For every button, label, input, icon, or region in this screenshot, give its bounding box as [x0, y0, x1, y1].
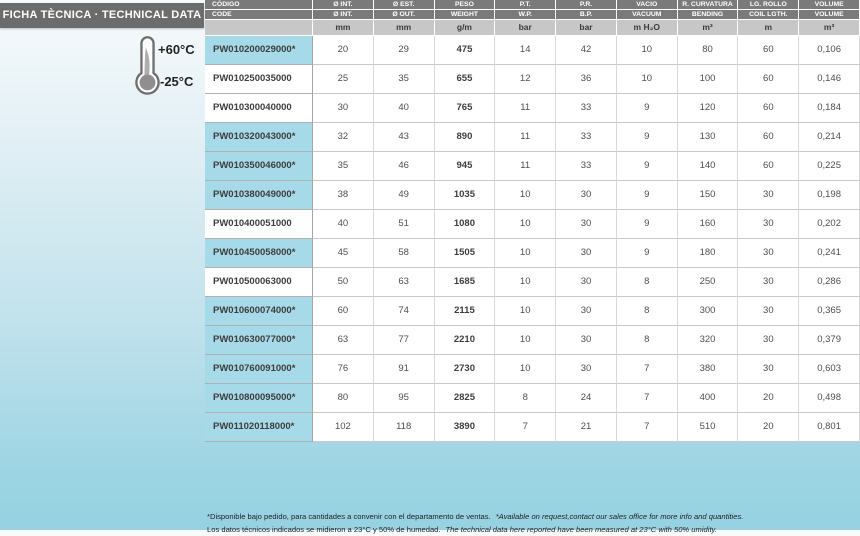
- value-cell: 32: [313, 123, 374, 152]
- table-row: [205, 65, 860, 94]
- value-cell: 0,106: [799, 36, 860, 65]
- value-cell: 0,603: [799, 355, 860, 384]
- value-cell: 2115: [435, 297, 496, 326]
- value-cell: 30: [556, 297, 617, 326]
- footnote-line-1: [207, 511, 855, 524]
- value-cell: 0,214: [799, 123, 860, 152]
- value-cell: 0,225: [799, 152, 860, 181]
- value-cell: 2730: [435, 355, 496, 384]
- value-cell: 102: [313, 413, 374, 442]
- value-cell: 11: [495, 152, 556, 181]
- table-row: [205, 36, 860, 65]
- header-cell: VACIO: [617, 0, 678, 10]
- value-cell: 160: [678, 210, 739, 239]
- header-cell: WEIGHT: [435, 10, 496, 20]
- value-cell: 140: [678, 152, 739, 181]
- value-cell: 10: [495, 268, 556, 297]
- value-cell: 890: [435, 123, 496, 152]
- value-cell: 1685: [435, 268, 496, 297]
- value-cell: 30: [556, 181, 617, 210]
- value-cell: 60: [738, 36, 799, 65]
- code-cell: PW010760091000*: [205, 355, 313, 384]
- value-cell: 0,198: [799, 181, 860, 210]
- value-cell: 250: [678, 268, 739, 297]
- value-cell: 20: [313, 36, 374, 65]
- value-cell: 30: [556, 355, 617, 384]
- value-cell: 8: [495, 384, 556, 413]
- value-cell: 475: [435, 36, 496, 65]
- value-cell: 36: [556, 65, 617, 94]
- value-cell: 33: [556, 94, 617, 123]
- value-cell: 9: [617, 123, 678, 152]
- unit-cell: mm: [313, 20, 374, 36]
- value-cell: 30: [738, 326, 799, 355]
- unit-cell: g/m: [435, 20, 496, 36]
- code-cell: PW010250035000: [205, 65, 313, 94]
- technical-data-table: [205, 0, 860, 442]
- value-cell: 10: [495, 326, 556, 355]
- value-cell: 130: [678, 123, 739, 152]
- value-cell: 30: [738, 239, 799, 268]
- header-cell: CODE: [205, 10, 313, 20]
- value-cell: 76: [313, 355, 374, 384]
- value-cell: 0,801: [799, 413, 860, 442]
- value-cell: 11: [495, 94, 556, 123]
- value-cell: 30: [738, 181, 799, 210]
- value-cell: 63: [313, 326, 374, 355]
- value-cell: 10: [495, 297, 556, 326]
- value-cell: 40: [374, 94, 435, 123]
- unit-cell: bar: [556, 20, 617, 36]
- value-cell: 30: [738, 268, 799, 297]
- value-cell: 0,498: [799, 384, 860, 413]
- footnote-line-2-en: The technical data here reported have been measured at 23°C with 50% umidity.: [446, 525, 717, 534]
- table-row: [205, 413, 860, 442]
- table-header-row-spanish: [205, 0, 860, 10]
- table-row: [205, 326, 860, 355]
- value-cell: 49: [374, 181, 435, 210]
- header-cell: VOLUME: [799, 10, 860, 20]
- header-cell: BENDING: [678, 10, 739, 20]
- value-cell: 655: [435, 65, 496, 94]
- value-cell: 38: [313, 181, 374, 210]
- value-cell: 2825: [435, 384, 496, 413]
- value-cell: 40: [313, 210, 374, 239]
- table-row: [205, 355, 860, 384]
- value-cell: 7: [617, 413, 678, 442]
- header-cell: CÓDIGO: [205, 0, 313, 10]
- header-cell: COIL LGTH.: [738, 10, 799, 20]
- temp-max-label: +60°C: [158, 42, 195, 57]
- unit-cell: bar: [495, 20, 556, 36]
- value-cell: 33: [556, 123, 617, 152]
- code-cell: PW010380049000*: [205, 181, 313, 210]
- value-cell: 91: [374, 355, 435, 384]
- table-row: [205, 152, 860, 181]
- value-cell: 30: [556, 210, 617, 239]
- header-cell: W.P.: [495, 10, 556, 20]
- value-cell: 10: [617, 36, 678, 65]
- header-cell: LG. ROLLO: [738, 0, 799, 10]
- value-cell: 20: [738, 413, 799, 442]
- table-row: [205, 268, 860, 297]
- value-cell: 945: [435, 152, 496, 181]
- code-cell: PW010800095000*: [205, 384, 313, 413]
- value-cell: 120: [678, 94, 739, 123]
- value-cell: 400: [678, 384, 739, 413]
- value-cell: 7: [617, 384, 678, 413]
- value-cell: 300: [678, 297, 739, 326]
- value-cell: 21: [556, 413, 617, 442]
- table-row: [205, 181, 860, 210]
- table-row: [205, 384, 860, 413]
- value-cell: 10: [495, 181, 556, 210]
- value-cell: 7: [617, 355, 678, 384]
- unit-cell: m³: [799, 20, 860, 36]
- temp-min-label: -25°C: [160, 74, 193, 89]
- value-cell: 30: [556, 239, 617, 268]
- value-cell: 20: [738, 384, 799, 413]
- value-cell: 8: [617, 326, 678, 355]
- value-cell: 30: [313, 94, 374, 123]
- header-cell: VACUUM: [617, 10, 678, 20]
- value-cell: 9: [617, 181, 678, 210]
- header-cell: Ø INT.: [313, 10, 374, 20]
- code-cell: PW011020118000*: [205, 413, 313, 442]
- unit-cell: mm: [374, 20, 435, 36]
- value-cell: 60: [738, 94, 799, 123]
- value-cell: 9: [617, 94, 678, 123]
- value-cell: 0,365: [799, 297, 860, 326]
- value-cell: 10: [495, 210, 556, 239]
- header-cell: PESO: [435, 0, 496, 10]
- value-cell: 2210: [435, 326, 496, 355]
- code-cell: PW010400051000: [205, 210, 313, 239]
- value-cell: 0,202: [799, 210, 860, 239]
- value-cell: 380: [678, 355, 739, 384]
- table-row: [205, 239, 860, 268]
- header-cell: B.P.: [556, 10, 617, 20]
- value-cell: 0,184: [799, 94, 860, 123]
- value-cell: 58: [374, 239, 435, 268]
- value-cell: 510: [678, 413, 739, 442]
- header-cell: Ø OUT.: [374, 10, 435, 20]
- value-cell: 9: [617, 152, 678, 181]
- value-cell: 1080: [435, 210, 496, 239]
- value-cell: 35: [374, 65, 435, 94]
- table-units-row: [205, 20, 860, 36]
- value-cell: 51: [374, 210, 435, 239]
- value-cell: 150: [678, 181, 739, 210]
- value-cell: 43: [374, 123, 435, 152]
- value-cell: 0,146: [799, 65, 860, 94]
- value-cell: 1505: [435, 239, 496, 268]
- unit-cell: m H₂O: [617, 20, 678, 36]
- value-cell: 0,286: [799, 268, 860, 297]
- value-cell: 0,241: [799, 239, 860, 268]
- value-cell: 30: [556, 326, 617, 355]
- value-cell: 1035: [435, 181, 496, 210]
- value-cell: 180: [678, 239, 739, 268]
- unit-cell: m: [738, 20, 799, 36]
- value-cell: 24: [556, 384, 617, 413]
- value-cell: 80: [313, 384, 374, 413]
- footnote: [207, 511, 855, 536]
- table-row: [205, 297, 860, 326]
- value-cell: 11: [495, 123, 556, 152]
- value-cell: 42: [556, 36, 617, 65]
- footnote-line-2-es: Los datos técnicos indicados se midieron a 23°C y 50% de humedad.: [207, 525, 441, 534]
- header-cell: VOLUME: [799, 0, 860, 10]
- value-cell: 10: [495, 355, 556, 384]
- value-cell: 25: [313, 65, 374, 94]
- value-cell: 60: [738, 123, 799, 152]
- value-cell: 35: [313, 152, 374, 181]
- value-cell: 7: [495, 413, 556, 442]
- value-cell: 9: [617, 210, 678, 239]
- code-cell: PW010600074000*: [205, 297, 313, 326]
- header-cell: P.T.: [495, 0, 556, 10]
- code-cell: PW010500063000: [205, 268, 313, 297]
- value-cell: 14: [495, 36, 556, 65]
- value-cell: 95: [374, 384, 435, 413]
- value-cell: 100: [678, 65, 739, 94]
- value-cell: 60: [738, 65, 799, 94]
- unit-cell: [205, 20, 313, 36]
- footnote-line-1-es: *Disponible bajo pedido, para cantidades a convenir con el departamento de ventas.: [207, 512, 491, 521]
- value-cell: 77: [374, 326, 435, 355]
- value-cell: 60: [313, 297, 374, 326]
- page-title: FICHA TÈCNICA · TECHNICAL DATA: [0, 3, 204, 28]
- footnote-line-1-en: *Available on request,contact our sales office for more info and quantities.: [496, 512, 744, 521]
- value-cell: 46: [374, 152, 435, 181]
- table-row: [205, 123, 860, 152]
- header-cell: P.R.: [556, 0, 617, 10]
- header-cell: R. CURVATURA: [678, 0, 739, 10]
- value-cell: 63: [374, 268, 435, 297]
- value-cell: 60: [738, 152, 799, 181]
- table-body: [205, 36, 860, 442]
- code-cell: PW010350046000*: [205, 152, 313, 181]
- header-cell: Ø INT.: [313, 0, 374, 10]
- value-cell: 30: [738, 355, 799, 384]
- code-cell: PW010200029000*: [205, 36, 313, 65]
- value-cell: 765: [435, 94, 496, 123]
- value-cell: 10: [617, 65, 678, 94]
- value-cell: 0,379: [799, 326, 860, 355]
- code-cell: PW010450058000*: [205, 239, 313, 268]
- value-cell: 74: [374, 297, 435, 326]
- value-cell: 320: [678, 326, 739, 355]
- value-cell: 9: [617, 239, 678, 268]
- value-cell: 3890: [435, 413, 496, 442]
- unit-cell: m³: [678, 20, 739, 36]
- header-cell: Ø EST.: [374, 0, 435, 10]
- table-header-row-english: [205, 10, 860, 20]
- code-cell: PW010300040000: [205, 94, 313, 123]
- value-cell: 30: [738, 210, 799, 239]
- table-row: [205, 94, 860, 123]
- code-cell: PW010630077000*: [205, 326, 313, 355]
- value-cell: 45: [313, 239, 374, 268]
- value-cell: 80: [678, 36, 739, 65]
- value-cell: 30: [556, 268, 617, 297]
- value-cell: 29: [374, 36, 435, 65]
- value-cell: 8: [617, 268, 678, 297]
- value-cell: 118: [374, 413, 435, 442]
- table-row: [205, 210, 860, 239]
- value-cell: 12: [495, 65, 556, 94]
- value-cell: 8: [617, 297, 678, 326]
- value-cell: 30: [738, 297, 799, 326]
- value-cell: 33: [556, 152, 617, 181]
- code-cell: PW010320043000*: [205, 123, 313, 152]
- value-cell: 10: [495, 239, 556, 268]
- value-cell: 50: [313, 268, 374, 297]
